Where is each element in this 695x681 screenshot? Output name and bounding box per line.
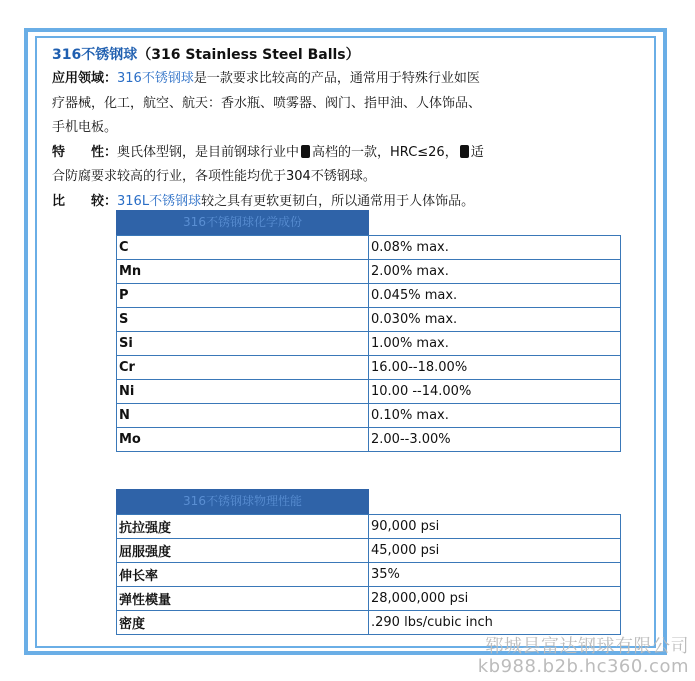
application-line-3: 手机电板。 (52, 120, 118, 135)
property-name: Si (117, 332, 369, 356)
property-name: 屈服强度 (117, 539, 369, 563)
table-row (117, 236, 621, 260)
feature-line-1 (52, 141, 652, 166)
property-value: 28,000,000 psi (369, 587, 621, 611)
chem-table-header: 316不锈钢球化学成份 (116, 210, 369, 235)
phys-table-header: 316不锈钢球物理性能 (116, 489, 369, 514)
application-label: 应用领域： (52, 71, 118, 86)
property-name: Cr (117, 356, 369, 380)
application-link[interactable]: 316不锈钢球 (117, 71, 194, 86)
compare-link[interactable]: 316L不锈钢球 (117, 193, 202, 209)
property-name: 弹性模量 (117, 587, 369, 611)
property-value: .290 lbs/cubic inch (369, 611, 621, 635)
property-value: 90,000 psi (369, 515, 621, 539)
table-row (117, 404, 621, 428)
property-value: 2.00--3.00% (369, 428, 621, 452)
table-row (117, 260, 621, 284)
page-title (52, 43, 652, 67)
application-line-1 (52, 67, 652, 92)
property-value: 16.00--18.00% (369, 356, 621, 380)
title-en: （316 Stainless Steel Balls） (137, 47, 360, 63)
phys-table (116, 514, 621, 635)
table-row (117, 380, 621, 404)
property-name: 密度 (117, 611, 369, 635)
application-text-1: 是一款要求比较高的产品，通常用于特殊行业如医 (193, 71, 480, 86)
table-row (117, 539, 621, 563)
compare-text: 较之具有更软更韧白，所以通常用于人体饰品。 (201, 193, 475, 209)
property-value: 0.045% max. (369, 284, 621, 308)
redacted-mark-icon (460, 145, 469, 158)
watermark-url: kb988.b2b.hc360.com (477, 656, 689, 677)
table-row (117, 332, 621, 356)
feature-text-1b: 高档的一款，HRC≤26， (312, 144, 458, 160)
table-row (117, 356, 621, 380)
watermark-company: 郓城县富达钢球有限公司 (485, 636, 689, 657)
table-row (117, 611, 621, 635)
property-name: Mo (117, 428, 369, 452)
property-value: 10.00 --14.00% (369, 380, 621, 404)
property-name: Ni (117, 380, 369, 404)
property-name: Mn (117, 260, 369, 284)
property-value: 45,000 psi (369, 539, 621, 563)
property-name: S (117, 308, 369, 332)
table-row (117, 428, 621, 452)
property-value: 0.08% max. (369, 236, 621, 260)
feature-text-1a: 奥氏体型钢，是目前钢球行业中 (117, 144, 300, 160)
property-value: 0.10% max. (369, 404, 621, 428)
property-value: 1.00% max. (369, 332, 621, 356)
feature-text-1c: 适 (470, 144, 484, 160)
table-row (117, 587, 621, 611)
title-cn: 316不锈钢球 (52, 47, 138, 63)
property-name: C (117, 236, 369, 260)
property-name: N (117, 404, 369, 428)
feature-label: 特 性： (52, 144, 118, 160)
compare-label: 比 较： (52, 193, 118, 209)
application-line-2: 疗器械，化工，航空、航天：香水瓶、喷雾器、阀门、指甲油、人体饰品、 (52, 95, 482, 111)
table-row (117, 284, 621, 308)
table-row (117, 515, 621, 539)
property-name: 伸长率 (117, 563, 369, 587)
feature-line-2: 合防腐要求较高的行业，各项性能均优于304不锈钢球。 (52, 169, 376, 184)
property-name: P (117, 284, 369, 308)
property-value: 2.00% max. (369, 260, 621, 284)
table-row (117, 308, 621, 332)
property-name: 抗拉强度 (117, 515, 369, 539)
table-row (117, 563, 621, 587)
product-description (52, 40, 652, 214)
property-value: 0.030% max. (369, 308, 621, 332)
chem-table (116, 235, 621, 452)
property-value: 35% (369, 563, 621, 587)
redacted-mark-icon (301, 145, 310, 158)
